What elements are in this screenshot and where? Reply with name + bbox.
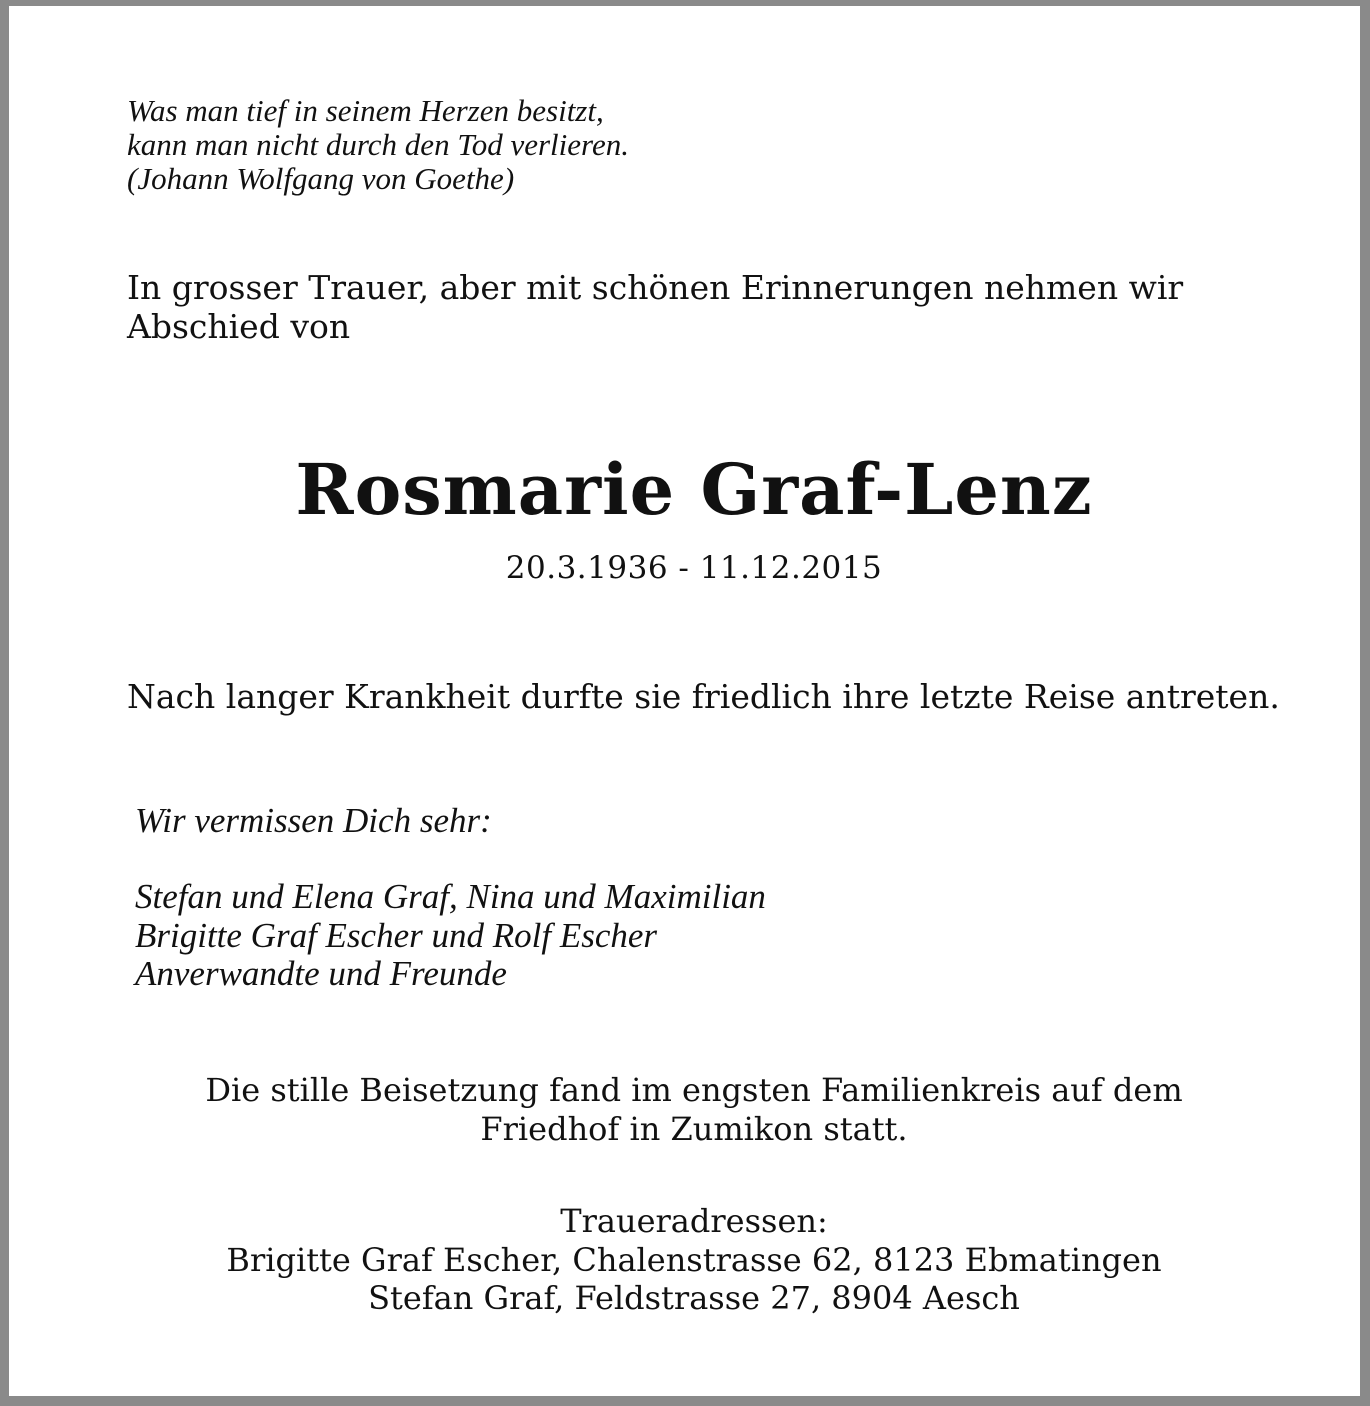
intro-line: In grosser Trauer, aber mit schönen Erinnerungen nehmen wir (127, 268, 1184, 307)
mourning-addresses (9, 1202, 1370, 1318)
quote-line: kann man nicht durch den Tod verlieren. (127, 127, 629, 162)
intro-line: Abschied von (127, 307, 351, 346)
mourner-line: Brigitte Graf Escher und Rolf Escher (135, 915, 658, 955)
burial-line: Die stille Beisetzung fand im engsten Familienkreis auf dem (205, 1071, 1183, 1109)
journey-text: Nach langer Krankheit durfte sie friedlich ihre letzte Reise antreten. (127, 677, 1280, 716)
address-line: Brigitte Graf Escher, Chalenstrasse 62, 8123 Ebmatingen (226, 1240, 1162, 1279)
mourner-line: Anverwandte und Freunde (135, 954, 507, 993)
mourners-list (135, 878, 766, 994)
address-line: Stefan Graf, Feldstrasse 27, 8904 Aesch (368, 1279, 1020, 1317)
quote-line: Was man tief in seinem Herzen besitzt, (127, 93, 604, 128)
addresses-heading: Traueradressen: (560, 1202, 828, 1240)
mourners-heading: Wir vermissen Dich sehr: (135, 801, 492, 840)
mourner-line: Stefan und Elena Graf, Nina und Maximilian (135, 877, 766, 916)
quote-attribution: (Johann Wolfgang von Goethe) (127, 161, 515, 196)
deceased-name: Rosmarie Graf-Lenz (295, 448, 1093, 531)
life-dates: 20.3.1936 - 11.12.2015 (505, 550, 883, 586)
goethe-quote (127, 94, 629, 196)
burial-notice (9, 1071, 1370, 1149)
intro-text (127, 268, 1183, 346)
burial-line: Friedhof in Zumikon statt. (480, 1110, 908, 1148)
